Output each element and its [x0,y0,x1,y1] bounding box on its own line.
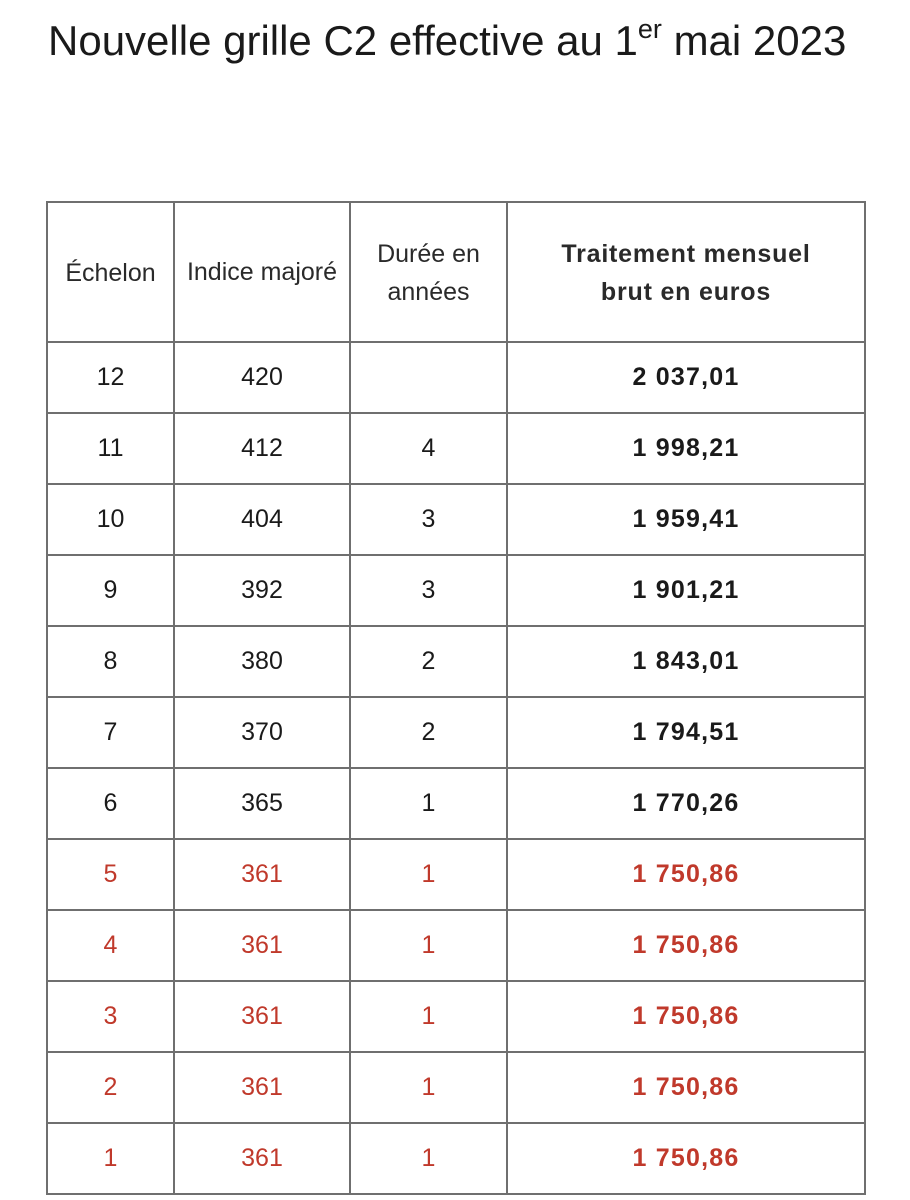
header-duree-text: Durée en années [377,240,480,306]
cell-indice: 412 [174,413,350,484]
cell-duree: 3 [350,555,507,626]
header-traitement [507,202,865,342]
cell-indice: 370 [174,697,350,768]
cell-indice: 361 [174,910,350,981]
cell-indice: 404 [174,484,350,555]
cell-echelon: 8 [47,626,174,697]
cell-duree: 1 [350,981,507,1052]
table-row [47,981,865,1052]
table-row [47,484,865,555]
cell-indice: 361 [174,981,350,1052]
page-title [48,10,888,72]
cell-traitement: 1 750,86 [507,910,865,981]
title-rest: mai 2023 [661,17,847,64]
cell-echelon: 4 [47,910,174,981]
table-row [47,1052,865,1123]
cell-indice: 365 [174,768,350,839]
cell-traitement: 1 998,21 [507,413,865,484]
header-echelon: Échelon [47,202,174,342]
cell-echelon: 11 [47,413,174,484]
header-traitement-text: Traitement mensuel brut en euros [561,240,811,306]
cell-echelon: 2 [47,1052,174,1123]
cell-duree: 1 [350,768,507,839]
cell-echelon: 12 [47,342,174,413]
header-indice: Indice majoré [174,202,350,342]
cell-duree: 4 [350,413,507,484]
cell-duree: 1 [350,839,507,910]
table-row [47,342,865,413]
cell-echelon: 6 [47,768,174,839]
cell-echelon: 9 [47,555,174,626]
table-row [47,697,865,768]
cell-indice: 392 [174,555,350,626]
cell-indice: 361 [174,839,350,910]
table-row [47,555,865,626]
cell-echelon: 10 [47,484,174,555]
table-row [47,626,865,697]
cell-traitement: 1 750,86 [507,839,865,910]
cell-traitement: 1 770,26 [507,768,865,839]
table-row [47,910,865,981]
cell-traitement: 1 750,86 [507,981,865,1052]
cell-indice: 361 [174,1052,350,1123]
table-header-row [47,202,865,342]
cell-duree: 2 [350,697,507,768]
table-body [47,342,865,1194]
cell-traitement: 1 843,01 [507,626,865,697]
table-row [47,413,865,484]
cell-echelon: 5 [47,839,174,910]
cell-duree: 1 [350,910,507,981]
header-duree [350,202,507,342]
cell-indice: 420 [174,342,350,413]
cell-indice: 380 [174,626,350,697]
table-row [47,1123,865,1194]
cell-duree: 2 [350,626,507,697]
cell-traitement: 1 901,21 [507,555,865,626]
cell-traitement: 1 750,86 [507,1123,865,1194]
cell-traitement: 1 794,51 [507,697,865,768]
cell-traitement: 1 959,41 [507,484,865,555]
cell-echelon: 7 [47,697,174,768]
cell-indice: 361 [174,1123,350,1194]
title-superscript: er [637,14,662,44]
salary-grid-table [46,201,866,1195]
cell-duree: 3 [350,484,507,555]
cell-echelon: 1 [47,1123,174,1194]
title-main: Nouvelle grille C2 effective au 1 [48,17,638,64]
table-row [47,839,865,910]
cell-traitement: 2 037,01 [507,342,865,413]
cell-duree: 1 [350,1052,507,1123]
cell-duree: 1 [350,1123,507,1194]
table-row [47,768,865,839]
cell-duree [350,342,507,413]
cell-traitement: 1 750,86 [507,1052,865,1123]
cell-echelon: 3 [47,981,174,1052]
